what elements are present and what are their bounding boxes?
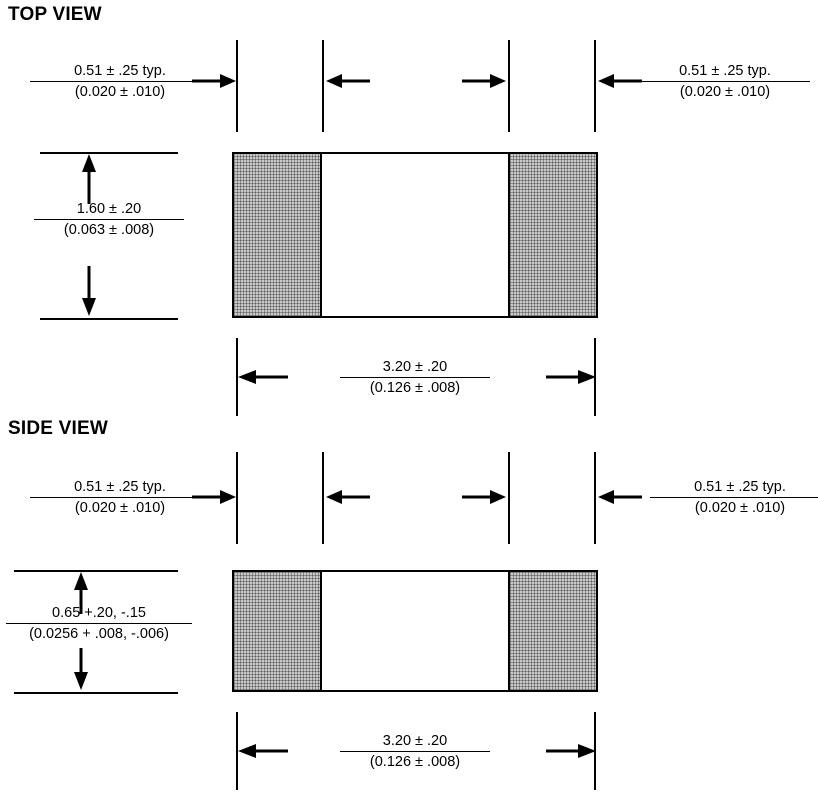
- side-view-height-dimension: $\frac{0.65 +.20, -.15}{(0.0256 + .008, -.006)}$: [6, 604, 192, 643]
- side-view-right-terminal-arrow-left: [596, 488, 642, 506]
- top-view-length-dimension: $\frac{3.20 \pm .20}{(0.126 \pm .008)}$: [340, 358, 490, 397]
- top-view-width-arrow-up: [80, 154, 98, 204]
- top-view-right-terminal: [508, 154, 596, 316]
- side-view-witness-line-3: [508, 452, 510, 544]
- side-view-height-witness-bottom: [14, 692, 178, 694]
- side-view-left-terminal-arrow-right: [192, 488, 238, 506]
- top-view-terminal-arrow-inner-left: [324, 72, 370, 90]
- top-view-width-arrow-down: [80, 266, 98, 316]
- top-view-left-terminal: [234, 154, 322, 316]
- side-view-title: SIDE VIEW: [8, 418, 108, 439]
- side-view-terminal-arrow-inner-left: [324, 488, 370, 506]
- top-view-left-terminal-arrow-right: [192, 72, 238, 90]
- top-view-package-body: [232, 152, 598, 318]
- side-view-length-arrow-left: [238, 742, 288, 760]
- top-view-length-arrow-right: [546, 368, 596, 386]
- side-view-right-terminal-dimension: 0.51 ± .25 typ. (0.020 ± .010): [650, 478, 818, 517]
- side-view-terminal-arrow-inner-right: [462, 488, 508, 506]
- side-view-right-terminal: [508, 572, 596, 690]
- side-view-left-terminal: [234, 572, 322, 690]
- top-view-right-terminal-dimension: 0.51 ± .25 typ. (0.020 ± .010): [640, 62, 810, 101]
- top-view-length-arrow-left: [238, 368, 288, 386]
- side-view-left-terminal-dimension: 0.51 ± .25 typ. (0.020 ± .010): [30, 478, 210, 517]
- side-view-package-body: [232, 570, 598, 692]
- top-view-right-terminal-arrow-left: [596, 72, 642, 90]
- side-view-length-arrow-right: [546, 742, 596, 760]
- top-view-width-witness-top: [40, 152, 178, 154]
- side-view-length-dimension: $\frac{3.20 \pm .20}{(0.126 \pm .008)}$: [340, 732, 490, 771]
- top-view-terminal-arrow-inner-right: [462, 72, 508, 90]
- top-view-witness-line-3: [508, 40, 510, 132]
- top-view-left-terminal-dimension: 0.51 ± .25 typ. (0.020 ± .010): [30, 62, 210, 101]
- top-view-width-dimension: $\frac{1.60 \pm .20}{(0.063 \pm .008)}$: [34, 200, 184, 239]
- top-view-width-witness-bottom: [40, 318, 178, 320]
- side-view-height-witness-top: [14, 570, 178, 572]
- side-view-height-arrow-down: [72, 648, 90, 690]
- top-view-title: TOP VIEW: [8, 4, 102, 25]
